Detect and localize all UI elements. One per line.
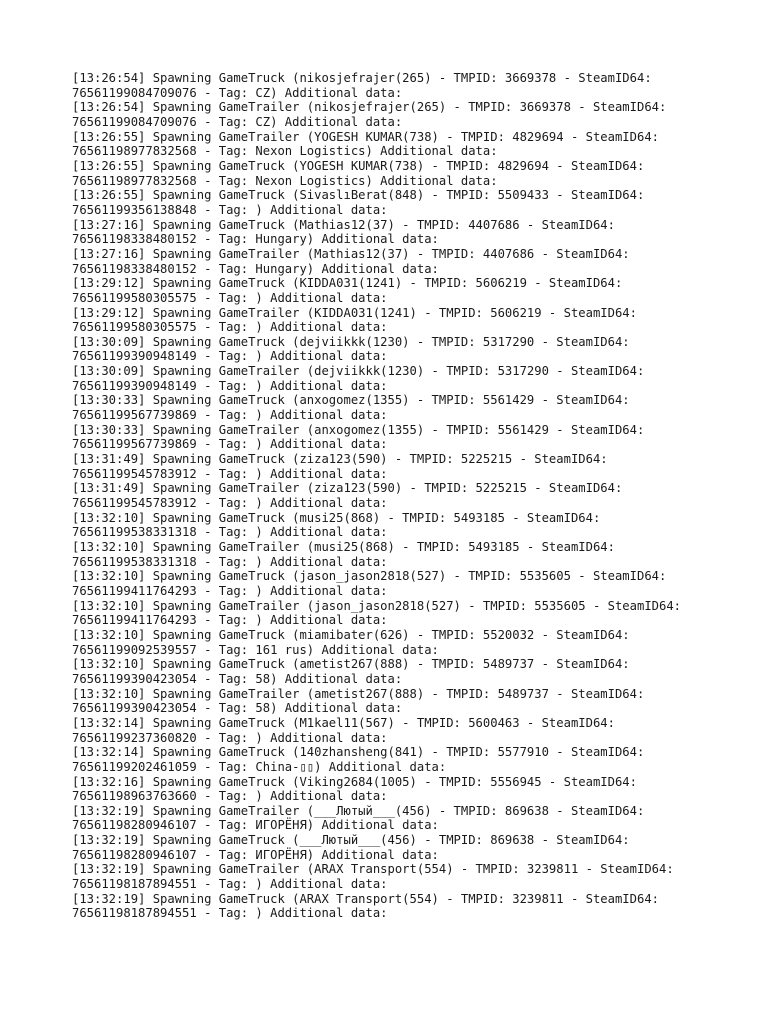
log-entry-event-line: [13:32:10] Spawning GameTruck (miamibater(626) - TMPID: 5520032 - SteamID64: [72,627,630,642]
log-entry-detail-line: 76561199538331318 - Tag: ) Additional data: [72,525,388,540]
log-entry-event-line: [13:31:49] Spawning GameTruck (ziza123(590) - TMPID: 5225215 - SteamID64: [72,452,608,467]
log-entry [72,423,712,452]
log-entry [72,628,712,657]
log-entry-detail-line: 76561198187894551 - Tag: ) Additional data: [72,877,388,892]
log-entry-detail-line: 76561199084709076 - Tag: CZ) Additional data: [72,85,403,100]
log-entry-event-line: [13:26:55] Spawning GameTruck (SivaslıBerat(848) - TMPID: 5509433 - SteamID64: [72,188,645,203]
log-entry [72,247,712,276]
log-entry [72,188,712,217]
log-entry-event-line: [13:32:10] Spawning GameTrailer (musi25(868) - TMPID: 5493185 - SteamID64: [72,540,615,554]
log-entry-detail-line: 76561198977832568 - Tag: Nexon Logistics) Additional data: [72,144,498,159]
log-entry [72,599,712,628]
log-entry [72,335,712,364]
log-entry [72,569,712,598]
log-entry-detail-line: 76561199580305575 - Tag: ) Additional data: [72,290,388,305]
log-entry [72,745,712,774]
log-entry-event-line: [13:27:16] Spawning GameTrailer (Mathias12(37) - TMPID: 4407686 - SteamID64: [72,246,630,261]
log-entry [72,862,712,891]
log-entry-detail-line: 76561199538331318 - Tag: ) Additional data: [72,554,388,569]
log-entry-event-line: [13:32:19] Spawning GameTruck (___Лютый___(456) - TMPID: 869638 - SteamID64: [72,833,630,848]
log-entry [72,218,712,247]
log-entry [72,511,712,540]
log-entry [72,716,712,745]
log-entry-detail-line: 76561199356138848 - Tag: ) Additional data: [72,202,388,217]
log-entry-event-line: [13:27:16] Spawning GameTruck (Mathias12(37) - TMPID: 4407686 - SteamID64: [72,217,615,232]
log-entry [72,481,712,510]
log-entry [72,775,712,804]
log-entry-event-line: [13:32:10] Spawning GameTrailer (ametist267(888) - TMPID: 5489737 - SteamID64: [72,686,645,701]
log-entry-detail-line: 76561199567739869 - Tag: ) Additional data: [72,408,388,423]
log-entry [72,540,712,569]
log-entry [72,130,712,159]
log-entry-detail-line: 76561199390423054 - Tag: 58) Additional data: [72,671,403,686]
log-entry-event-line: [13:31:49] Spawning GameTrailer (ziza123(590) - TMPID: 5225215 - SteamID64: [72,481,623,496]
log-entry-event-line: [13:32:10] Spawning GameTruck (jason_jason2818(527) - TMPID: 5535605 - SteamID64: [72,569,667,584]
log-entry-event-line: [13:29:12] Spawning GameTrailer (KIDDA031(1241) - TMPID: 5606219 - SteamID64: [72,305,637,320]
log-entry-detail-line: 76561199237360820 - Tag: ) Additional data: [72,730,388,745]
log-entry-detail-line: 76561199084709076 - Tag: CZ) Additional data: [72,114,403,129]
log-entry-detail-line: 76561199567739869 - Tag: ) Additional data: [72,437,388,452]
log-entry-event-line: [13:26:55] Spawning GameTruck (YOGESH KUMAR(738) - TMPID: 4829694 - SteamID64: [72,158,645,173]
log-entry-detail-line: 76561199390423054 - Tag: 58) Additional data: [72,701,403,716]
log-entry-event-line: [13:32:10] Spawning GameTruck (ametist267(888) - TMPID: 5489737 - SteamID64: [72,657,630,672]
log-entry-event-line: [13:29:12] Spawning GameTruck (KIDDA031(1241) - TMPID: 5606219 - SteamID64: [72,276,623,291]
log-entry-detail-line: 76561198187894551 - Tag: ) Additional data: [72,906,388,921]
log-entry-detail-line: 76561199390948149 - Tag: ) Additional data: [72,349,388,364]
log-entry-detail-line: 76561199545783912 - Tag: ) Additional data: [72,496,388,511]
log-entry [72,833,712,862]
log-entry [72,306,712,335]
log-entry [72,452,712,481]
log-entry [72,364,712,393]
log-entry-event-line: [13:26:54] Spawning GameTrailer (nikosjefrajer(265) - TMPID: 3669378 - SteamID64: [72,100,667,115]
log-entry-event-line: [13:30:33] Spawning GameTruck (anxogomez(1355) - TMPID: 5561429 - SteamID64: [72,393,630,408]
log-entry [72,276,712,305]
log-entry-event-line: [13:30:09] Spawning GameTrailer (dejviikkk(1230) - TMPID: 5317290 - SteamID64: [72,364,645,379]
log-entry-event-line: [13:26:54] Spawning GameTruck (nikosjefrajer(265) - TMPID: 3669378 - SteamID64: [72,71,652,85]
log-entry [72,657,712,686]
log-entry-event-line: [13:30:33] Spawning GameTrailer (anxogomez(1355) - TMPID: 5561429 - SteamID64: [72,422,645,437]
log-entry [72,892,712,921]
log-entry-detail-line: 76561198338480152 - Tag: Hungary) Additional data: [72,232,439,247]
log-document [72,71,712,921]
log-entry-event-line: [13:32:19] Spawning GameTrailer (ARAX Transport(554) - TMPID: 3239811 - SteamID64: [72,862,674,877]
log-entry-detail-line: 76561198338480152 - Tag: Hungary) Additional data: [72,261,439,276]
log-entry-event-line: [13:32:14] Spawning GameTruck (M1kael11(567) - TMPID: 5600463 - SteamID64: [72,715,615,730]
log-entry-event-line: [13:30:09] Spawning GameTruck (dejviikkk(1230) - TMPID: 5317290 - SteamID64: [72,334,630,349]
log-entry [72,687,712,716]
log-entry-detail-line: 76561199580305575 - Tag: ) Additional data: [72,320,388,335]
log-entry-event-line: [13:32:14] Spawning GameTruck (140zhansheng(841) - TMPID: 5577910 - SteamID64: [72,745,645,760]
log-entry-event-line: [13:32:19] Spawning GameTruck (ARAX Transport(554) - TMPID: 3239811 - SteamID64: [72,891,659,906]
log-entry-detail-line: 76561199390948149 - Tag: ) Additional data: [72,378,388,393]
log-entry-detail-line: 76561199092539557 - Tag: 161 rus) Additional data: [72,642,439,657]
log-entry-event-line: [13:32:16] Spawning GameTruck (Viking2684(1005) - TMPID: 5556945 - SteamID64: [72,774,637,789]
log-entry [72,71,712,100]
log-entry-event-line: [13:32:10] Spawning GameTrailer (jason_jason2818(527) - TMPID: 5535605 - SteamID64: [72,598,682,613]
log-entry-event-line: [13:26:55] Spawning GameTrailer (YOGESH KUMAR(738) - TMPID: 4829694 - SteamID64: [72,129,659,144]
log-entry-detail-line: 76561199411764293 - Tag: ) Additional data: [72,583,388,598]
log-entry-detail-line: 76561198977832568 - Tag: Nexon Logistics) Additional data: [72,173,498,188]
log-entry-detail-line: 76561199411764293 - Tag: ) Additional data: [72,613,388,628]
log-entry [72,804,712,833]
log-entry-detail-line: 76561198963763660 - Tag: ) Additional data: [72,789,388,804]
log-entry-detail-line: 76561198280946107 - Tag: ИГОРЁНЯ) Additional data: [72,847,439,862]
log-entry-detail-line: 76561198280946107 - Tag: ИГОРЁНЯ) Additional data: [72,818,439,833]
log-entry-detail-line: 76561199202461059 - Tag: China-▯▯) Additional data: [72,759,447,774]
log-entry [72,100,712,129]
log-entry-event-line: [13:32:10] Spawning GameTruck (musi25(868) - TMPID: 5493185 - SteamID64: [72,510,601,525]
log-entry [72,393,712,422]
log-entry-detail-line: 76561199545783912 - Tag: ) Additional data: [72,466,388,481]
log-entry [72,159,712,188]
log-entry-event-line: [13:32:19] Spawning GameTrailer (___Лютый___(456) - TMPID: 869638 - SteamID64: [72,803,645,818]
